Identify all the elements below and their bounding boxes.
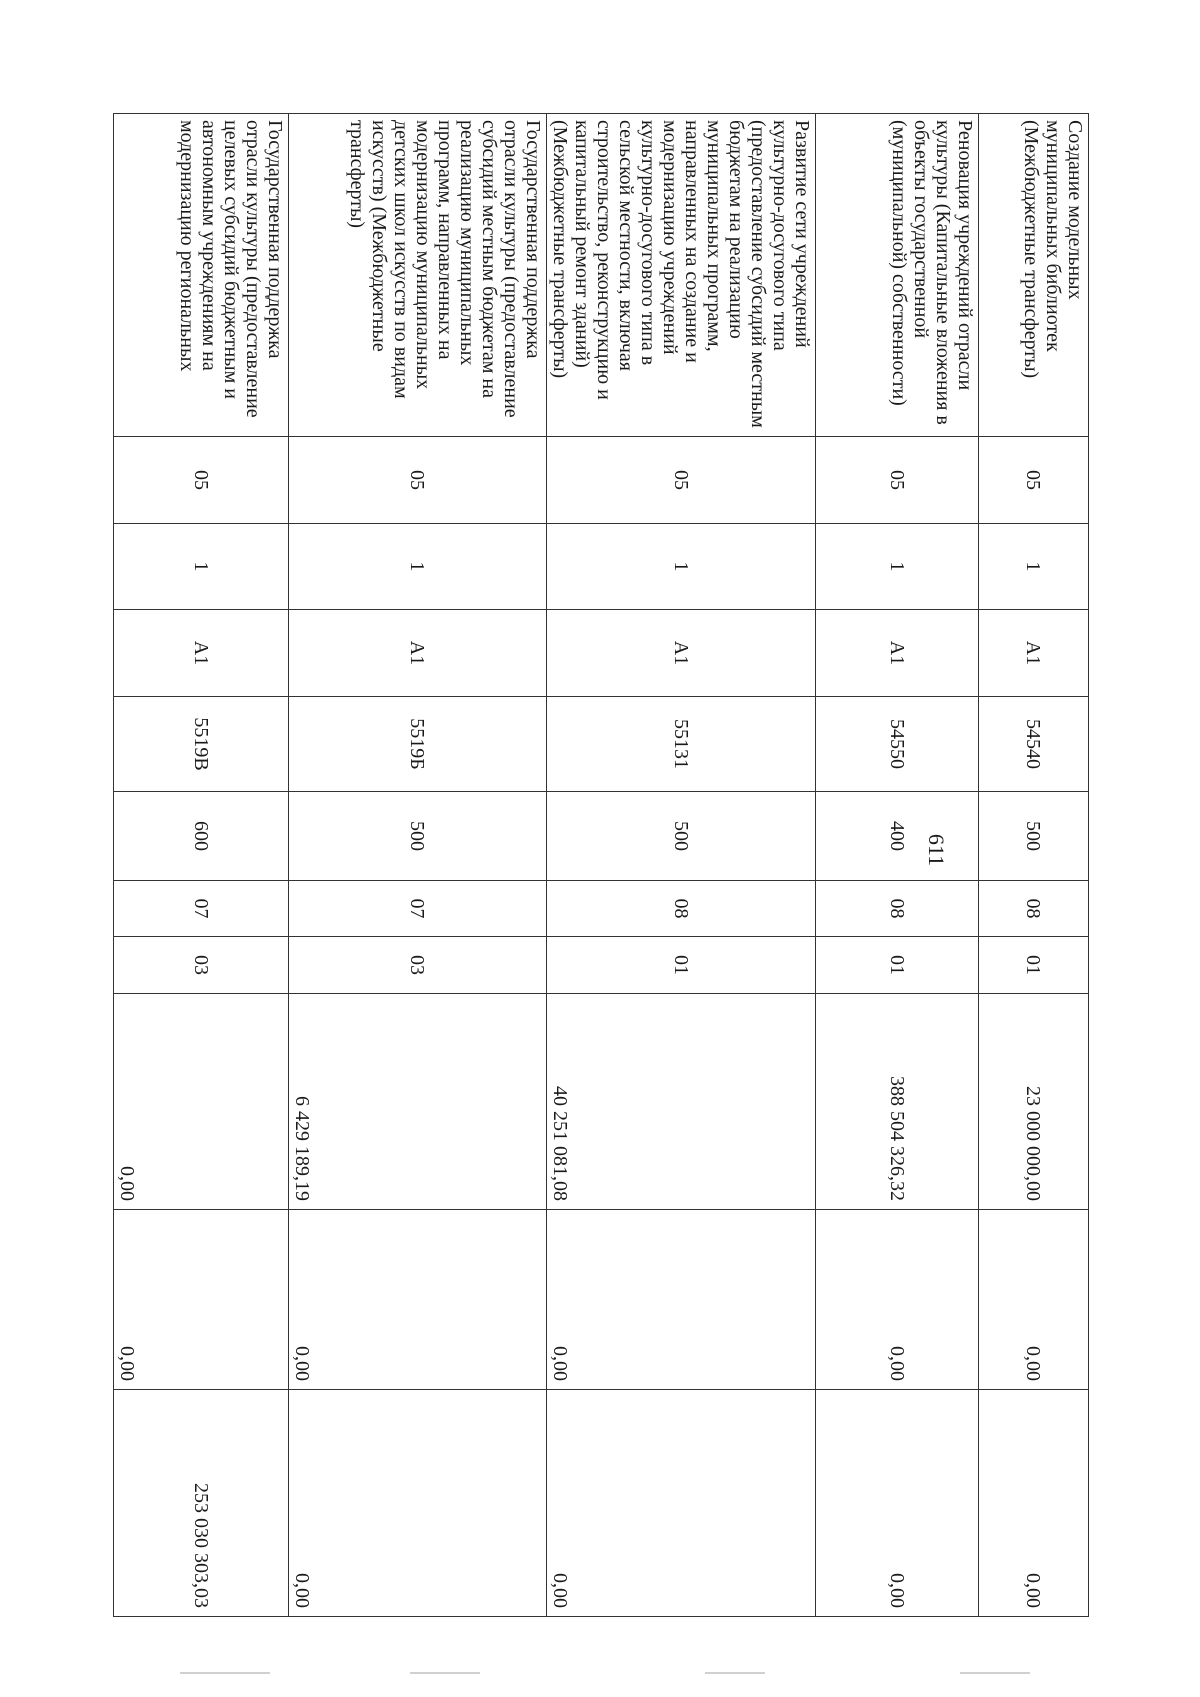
code-cell: A1	[979, 610, 1089, 697]
code-cell: A1	[816, 610, 979, 697]
amount-cell: 388 504 326,32	[816, 994, 979, 1210]
amount-cell: 0,00	[547, 1210, 816, 1390]
code-cell: 500	[547, 792, 816, 881]
scan-artifact-line	[705, 1672, 765, 1674]
code-cell: 500	[289, 792, 547, 881]
amount-cell: 0,00	[289, 1390, 547, 1617]
code-cell: 5519В	[114, 697, 289, 792]
row-name: Создание модельных муниципальных библиотек (Межбюджетные трансферты)	[979, 114, 1089, 437]
code-cell: 54550	[816, 697, 979, 792]
code-cell: 1	[114, 524, 289, 610]
amount-cell: 23 000 000,00	[979, 994, 1089, 1210]
code-cell: A1	[547, 610, 816, 697]
amount-cell: 0,00	[289, 1210, 547, 1390]
code-cell: 08	[816, 881, 979, 937]
code-cell: 600	[114, 792, 289, 881]
scan-artifact-line	[960, 1672, 1030, 1674]
code-cell: 05	[979, 437, 1089, 524]
code-cell: 1	[289, 524, 547, 610]
code-cell: 1	[979, 524, 1089, 610]
amount-cell: 0,00	[979, 1390, 1089, 1617]
code-cell: 55131	[547, 697, 816, 792]
row-name: Развитие сети учреждений культурно-досугового типа (предоставление субсидий местным бюджетам на реализацию муниципальных программ, направленных на создание и модернизацию учреждений культурно-досугового типа в сельской местности, включая строительство, реконструкцию и капитальный ремонт зданий) (Межбюджетные трансферты)	[547, 114, 816, 437]
amount-cell: 0,00	[816, 1210, 979, 1390]
table-row	[979, 114, 1089, 1617]
table-row	[547, 114, 816, 1617]
code-cell: 500	[979, 792, 1089, 881]
table-row	[816, 114, 979, 1617]
amount-cell: 40 251 081,08	[547, 994, 816, 1210]
table-row	[289, 114, 547, 1617]
code-cell: 07	[289, 881, 547, 937]
amount-cell: 253 030 303,03	[114, 1390, 289, 1617]
code-cell: A1	[289, 610, 547, 697]
table-row	[114, 114, 289, 1617]
code-cell: 08	[979, 881, 1089, 937]
code-cell: 400	[816, 792, 979, 881]
code-cell: 05	[289, 437, 547, 524]
amount-cell: 0,00	[816, 1390, 979, 1617]
code-cell: 07	[114, 881, 289, 937]
code-cell: 05	[114, 437, 289, 524]
code-cell: 03	[114, 937, 289, 994]
code-cell: 05	[816, 437, 979, 524]
scan-artifact-line	[180, 1672, 270, 1674]
code-cell: 01	[547, 937, 816, 994]
code-cell: 01	[979, 937, 1089, 994]
code-cell: 54540	[979, 697, 1089, 792]
code-cell: 1	[547, 524, 816, 610]
code-cell: A1	[114, 610, 289, 697]
code-cell: 08	[547, 881, 816, 937]
code-cell: 5519Б	[289, 697, 547, 792]
code-cell: 01	[816, 937, 979, 994]
budget-table	[113, 113, 1089, 1617]
amount-cell: 0,00	[979, 1210, 1089, 1390]
page-number: 611	[924, 833, 949, 867]
row-name: Государственная поддержка отрасли культуры (предоставление субсидий местным бюджетам на реализацию муниципальных программ, направленных на модернизацию муниципальных детских школ искусств по видам искусств) (Межбюджетные трансферты)	[289, 114, 547, 437]
amount-cell: 0,00	[114, 994, 289, 1210]
code-cell: 05	[547, 437, 816, 524]
amount-cell: 6 429 189,19	[289, 994, 547, 1210]
amount-cell: 0,00	[114, 1210, 289, 1390]
row-name: Реновация учреждений отрасли культуры (Капитальные вложения в объекты государственной (муниципальной) собственности)	[816, 114, 979, 437]
rotated-table-container	[116, 113, 1089, 1616]
amount-cell: 0,00	[547, 1390, 816, 1617]
scan-artifact-line	[410, 1672, 480, 1674]
row-name: Государственная поддержка отрасли культуры (предоставление целевых субсидий бюджетным и автономным учреждениям на модернизацию региональных	[114, 114, 289, 437]
code-cell: 1	[816, 524, 979, 610]
code-cell: 03	[289, 937, 547, 994]
